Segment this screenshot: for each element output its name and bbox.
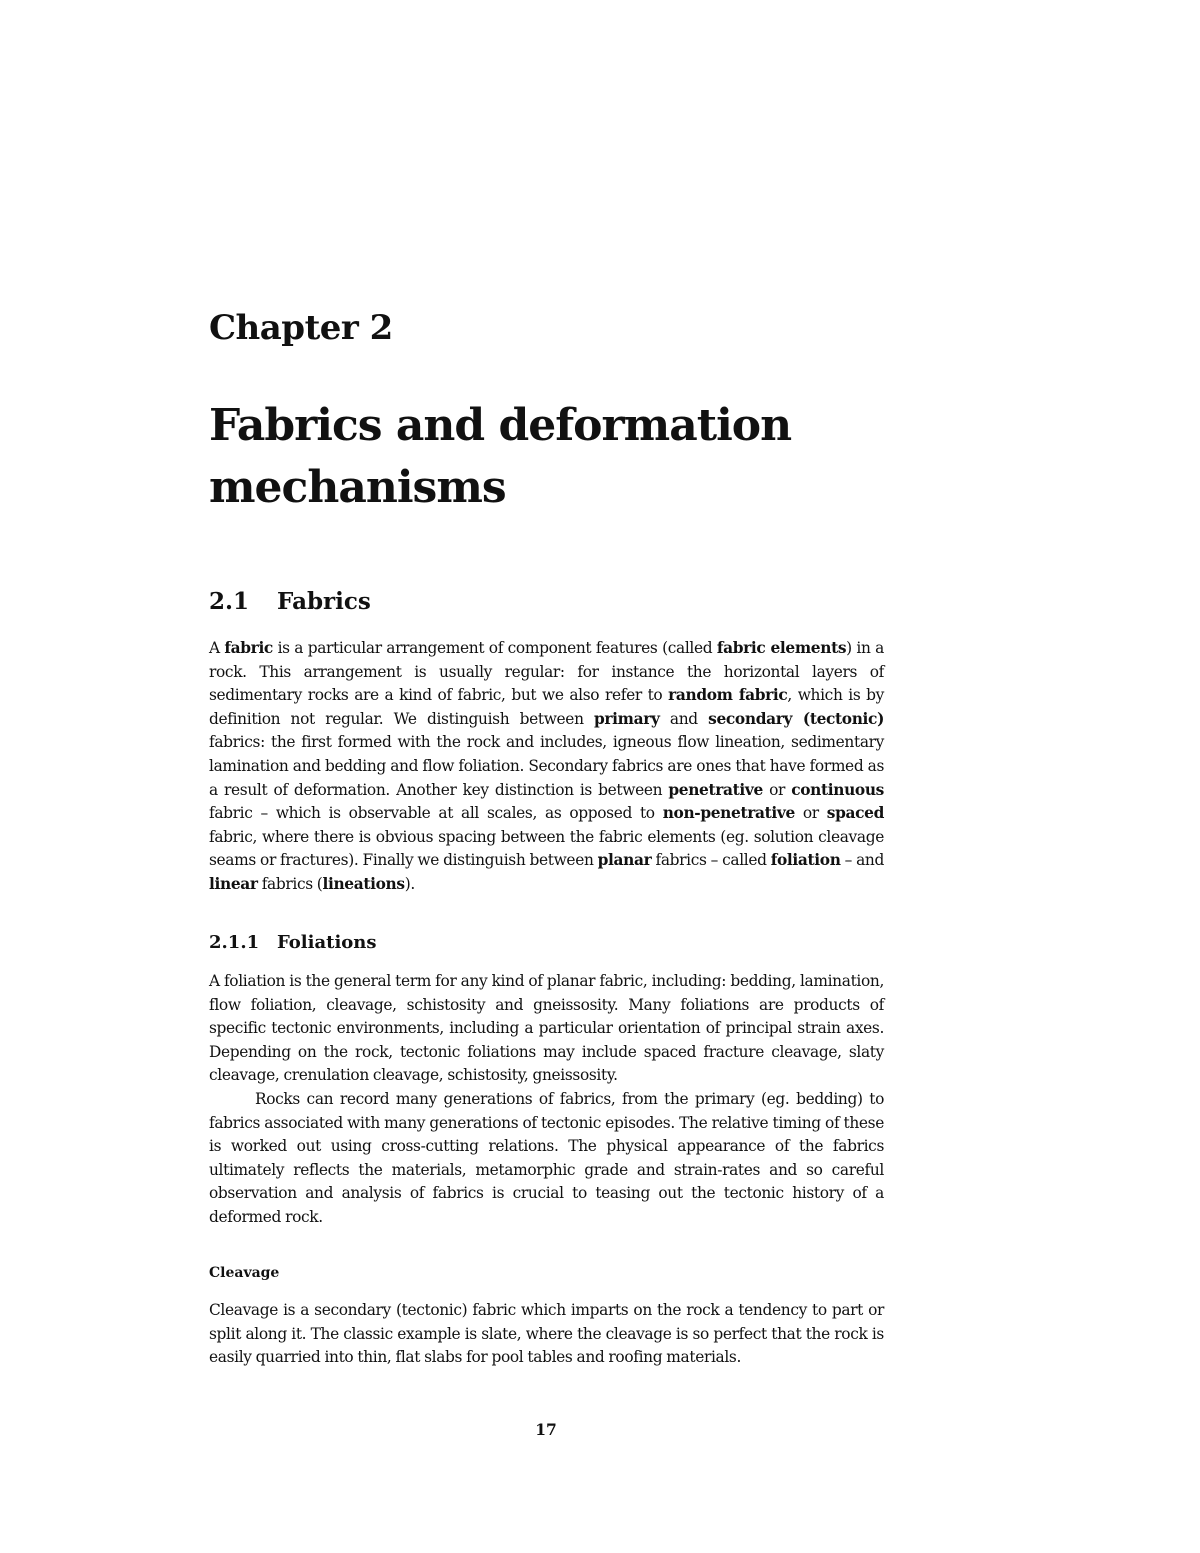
page-number: 17 — [535, 1420, 557, 1439]
bold-term: random fabric — [668, 686, 788, 705]
subsection-title: Foliations — [277, 932, 377, 953]
section-heading — [209, 587, 371, 617]
bold-term: foliation — [770, 851, 841, 870]
bold-term: secondary (tectonic) — [708, 709, 885, 728]
bold-term: penetrative — [668, 780, 763, 799]
bold-term: fabric — [224, 639, 273, 657]
chapter-label: Chapter 2 — [209, 308, 393, 348]
bold-term: planar — [597, 851, 652, 870]
cleavage-text — [209, 1299, 884, 1370]
bold-term: fabric elements — [716, 639, 847, 657]
fabrics-paragraph: A fabric is a particular arrangement of component features (called fabric elements) in a rock. This arrangement is usually regular: for instance the horizontal layers of sedimentary rocks are a kind of fabric, but we also refer to random fabric, which is by definition not regular. We distinguish between primary and secondary (tectonic) fabrics: the first formed with the rock and includes, igneous flow lineation, sedimentary lamination and bedding and flow foliation. Secondary fabrics are ones that have formed as a result of deformation. Another key distinction is between penetrative or continuous fabric – which is observable at all scales, as opposed to non-penetrative or spaced fabric, where there is obvious spacing between the fabric elements (eg. solution cleavage seams or fractures). Finally we distinguish between planar fabrics – called foliation – and linear fabrics (lineations). — [209, 639, 885, 893]
section-number: 2.1 — [209, 588, 250, 615]
bold-term: continuous — [791, 780, 884, 799]
subsection-heading — [209, 930, 377, 956]
foliations-text — [209, 970, 884, 1230]
bold-term: lineations — [322, 874, 405, 893]
cleavage-paragraph: Cleavage is a secondary (tectonic) fabric which imparts on the rock a tendency to part or split along it. The classic example is slate, where the cleavage is so perfect that the rock is easily quarried into thin, flat slabs for pool tables and roofing materials. — [209, 1301, 884, 1367]
foliations-paragraph-1: A foliation is the general term for any kind of planar fabric, including: bedding, lamination, flow foliation, cleavage, schistosity and gneissosity. Many foliations are products of specific tectonic environments, including a particular orientation of principal strain axes. Depending on the rock, tectonic foliations may include spaced fracture cleavage, slaty cleavage, crenulation cleavage, schistosity, gneissosity. — [209, 972, 884, 1085]
foliations-paragraph-2: Rocks can record many generations of fabrics, from the primary (eg. bedding) to fabrics associated with many generations of tectonic episodes. The relative timing of these is worked out using cross-cutting relations. The physical appearance of the fabrics ultimately reflects the materials, metamorphic grade and strain-rates and so careful observation and analysis of fabrics is crucial to teasing out the tectonic history of a deformed rock. — [209, 1089, 884, 1226]
subsection-number: 2.1.1 — [209, 932, 260, 953]
bold-term: linear — [209, 874, 258, 893]
section-paragraph-container — [209, 637, 884, 897]
bold-term: primary — [593, 709, 660, 728]
cleavage-heading: Cleavage — [209, 1265, 280, 1281]
bold-term: non-penetrative — [662, 804, 795, 823]
section-title: Fabrics — [277, 588, 371, 615]
bold-term: spaced — [826, 804, 884, 823]
chapter-title: Fabrics and deformation mechanisms — [209, 400, 792, 513]
